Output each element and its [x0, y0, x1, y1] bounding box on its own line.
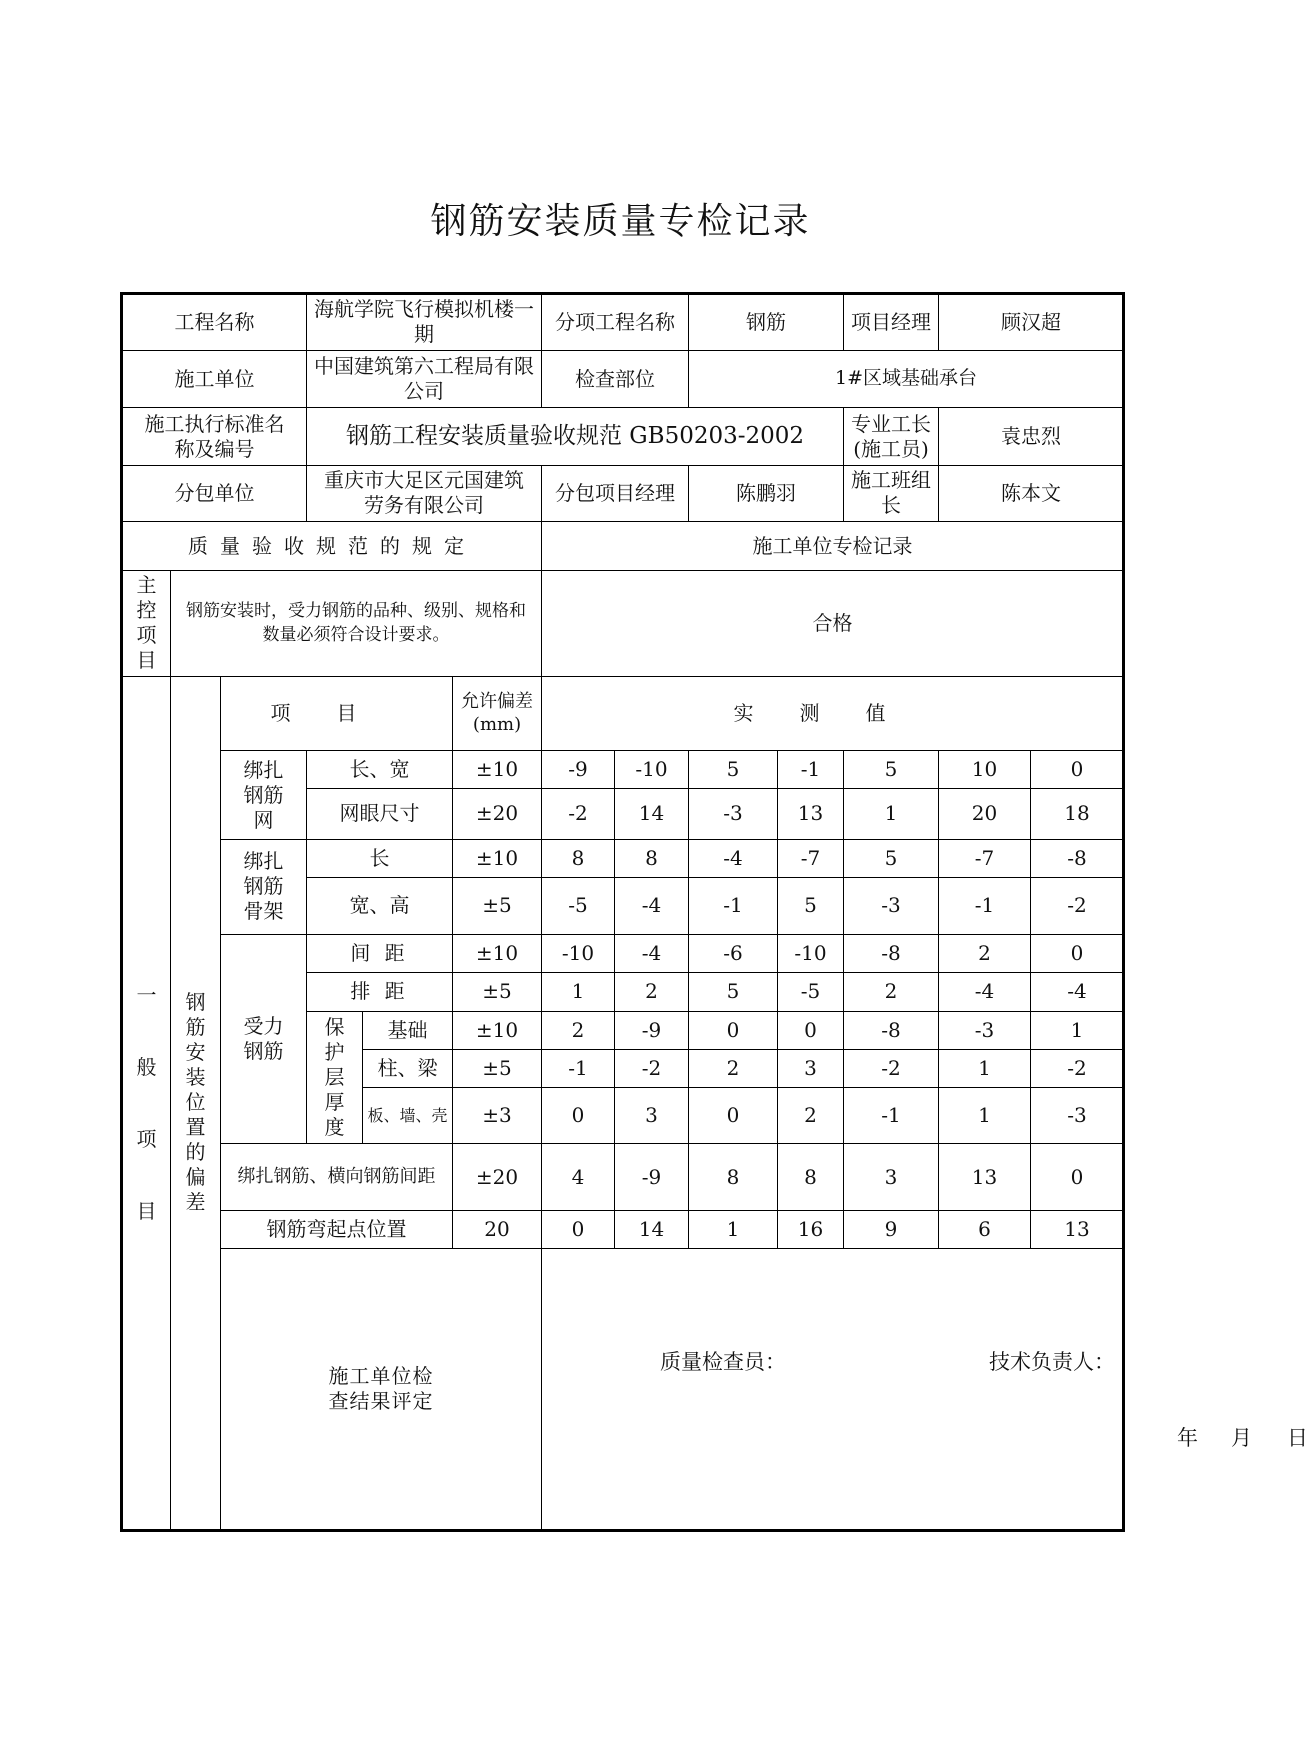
measured-cell: 13: [939, 1144, 1031, 1211]
measured-cell: -9: [615, 1011, 689, 1049]
inspection-form: [120, 292, 1308, 1532]
measured-cell: -8: [844, 1011, 939, 1049]
subcontractor-value: 重庆市大足区元国建筑劳务有限公司: [307, 466, 542, 522]
measured-cell: -4: [1031, 973, 1124, 1011]
measured-cell: 4: [542, 1144, 615, 1211]
measured-cell: -3: [939, 1011, 1031, 1049]
measured-cell: 0: [542, 1210, 615, 1248]
measured-cell: 2: [615, 973, 689, 1011]
measured-cell: 8: [778, 1144, 844, 1211]
measured-cell: 3: [844, 1144, 939, 1211]
measured-cell: -2: [844, 1050, 939, 1088]
measured-cell: -1: [689, 878, 778, 935]
table-row: [122, 839, 1124, 877]
row-tolerance: ±10: [453, 751, 542, 788]
measured-cell: -8: [844, 934, 939, 972]
measured-cell: 18: [1031, 788, 1124, 839]
measured-cell: 6: [939, 1210, 1031, 1248]
measured-cell: 14: [615, 788, 689, 839]
measured-cell: -10: [542, 934, 615, 972]
page-title: 钢筋安装质量专检记录: [430, 201, 811, 242]
row-tolerance: ±5: [453, 878, 542, 935]
measured-cell: -4: [939, 973, 1031, 1011]
group-cage-label: 绑扎钢筋骨架: [221, 839, 307, 934]
header-row-1: [122, 294, 1124, 351]
table-row: [122, 751, 1124, 788]
measured-cell: 5: [844, 839, 939, 877]
measured-header: 实测值: [542, 676, 1124, 751]
row-item: 钢筋弯起点位置: [221, 1210, 453, 1248]
measured-cell: 0: [689, 1088, 778, 1144]
measured-cell: -4: [615, 878, 689, 935]
row-item: 长: [307, 839, 453, 877]
measured-cell: 2: [778, 1088, 844, 1144]
inspect-part-label: 检查部位: [542, 350, 689, 408]
measured-cell: 13: [778, 788, 844, 839]
record-header: 施工单位专检记录: [542, 521, 1124, 571]
header-row-4: [122, 466, 1124, 522]
measured-cell: -3: [1031, 1088, 1124, 1144]
measured-cell: 0: [778, 1011, 844, 1049]
measured-cell: 14: [615, 1210, 689, 1248]
measured-cell: 1: [844, 788, 939, 839]
row-tolerance: ±10: [453, 934, 542, 972]
general-header-row: [122, 676, 1124, 751]
measured-cell: -1: [844, 1088, 939, 1144]
measured-cell: 1: [689, 1210, 778, 1248]
measured-cell: 0: [542, 1088, 615, 1144]
cover-thickness-label: 保护层厚度: [307, 1011, 363, 1144]
tech-lead-label: 技术负责人：: [989, 1350, 1116, 1375]
measured-cell: -6: [689, 934, 778, 972]
measured-cell: 2: [689, 1050, 778, 1088]
measured-cell: 3: [615, 1088, 689, 1144]
date-month: 月: [1231, 1426, 1253, 1451]
main-control-label: 主控项目: [122, 571, 171, 676]
row-item: 宽、高: [307, 878, 453, 935]
measured-cell: -1: [939, 878, 1031, 935]
measured-cell: 3: [778, 1050, 844, 1088]
project-name-label: 工程名称: [122, 294, 307, 351]
measured-cell: -5: [778, 973, 844, 1011]
row-item: 间 距: [307, 934, 453, 972]
header-row-2: [122, 350, 1124, 408]
project-name-value: 海航学院飞行模拟机楼一期: [307, 294, 542, 351]
measured-cell: -4: [689, 839, 778, 877]
measured-cell: -1: [542, 1050, 615, 1088]
row-tolerance: ±5: [453, 1050, 542, 1088]
row-item: 柱、梁: [363, 1050, 453, 1088]
date-year: 年: [1177, 1426, 1199, 1451]
measured-cell: -4: [615, 934, 689, 972]
measured-cell: 0: [1031, 751, 1124, 788]
item-header: 项目: [221, 676, 453, 751]
measured-cell: 5: [689, 973, 778, 1011]
row-tolerance: 20: [453, 1210, 542, 1248]
measured-cell: -7: [939, 839, 1031, 877]
tolerance-header: 允许偏差(mm): [453, 676, 542, 751]
date-day: 日: [1287, 1426, 1308, 1451]
measured-cell: -1: [778, 751, 844, 788]
main-control-result: 合格: [542, 571, 1124, 676]
row-tolerance: ±10: [453, 1011, 542, 1049]
measured-cell: 16: [778, 1210, 844, 1248]
measured-cell: 2: [939, 934, 1031, 972]
foreman-label: 专业工长(施工员): [844, 408, 939, 466]
measured-cell: 1: [939, 1088, 1031, 1144]
row-item: 绑扎钢筋、横向钢筋间距: [221, 1144, 453, 1211]
header-row-3: [122, 408, 1124, 466]
sub-manager-label: 分包项目经理: [542, 466, 689, 522]
measured-cell: -7: [778, 839, 844, 877]
row-tolerance: ±3: [453, 1088, 542, 1144]
evaluation-signature-area: [542, 1249, 1308, 1531]
sub-manager-value: 陈鹏羽: [689, 466, 844, 522]
group-mesh-label: 绑扎钢筋网: [221, 751, 307, 839]
foreman-value: 袁忠烈: [939, 408, 1124, 466]
contractor-label: 施工单位: [122, 350, 307, 408]
measured-cell: 0: [1031, 1144, 1124, 1211]
measured-cell: 1: [939, 1050, 1031, 1088]
measured-cell: -9: [615, 1144, 689, 1211]
measured-cell: 1: [1031, 1011, 1124, 1049]
measured-cell: -2: [1031, 878, 1124, 935]
position-label: 钢筋安装位置的偏差: [171, 676, 221, 1530]
sub-project-label: 分项工程名称: [542, 294, 689, 351]
row-item: 网眼尺寸: [307, 788, 453, 839]
measured-cell: 20: [939, 788, 1031, 839]
measured-cell: -2: [542, 788, 615, 839]
row-item: 排 距: [307, 973, 453, 1011]
measured-cell: -5: [542, 878, 615, 935]
table-row: [122, 1210, 1124, 1248]
measured-cell: 0: [689, 1011, 778, 1049]
measured-cell: 8: [615, 839, 689, 877]
measured-cell: 9: [844, 1210, 939, 1248]
subcontractor-label: 分包单位: [122, 466, 307, 522]
measured-cell: -3: [689, 788, 778, 839]
measured-cell: -2: [1031, 1050, 1124, 1088]
measured-cell: 8: [542, 839, 615, 877]
table-row: [122, 934, 1124, 972]
measured-cell: 5: [778, 878, 844, 935]
measured-cell: 8: [689, 1144, 778, 1211]
evaluation-row: [122, 1249, 1124, 1531]
row-tolerance: ±20: [453, 788, 542, 839]
row-item: 板、墙、壳: [363, 1088, 453, 1144]
row-item: 基础: [363, 1011, 453, 1049]
team-leader-value: 陈本文: [939, 466, 1124, 522]
contractor-value: 中国建筑第六工程局有限公司: [307, 350, 542, 408]
table-row: [122, 1144, 1124, 1211]
evaluation-label: 施工单位检查结果评定: [221, 1249, 542, 1531]
standard-label: 施工执行标准名称及编号: [122, 408, 307, 466]
inspect-part-value: 1#区域基础承台: [689, 350, 1124, 408]
main-control-text: 钢筋安装时，受力钢筋的品种、级别、规格和数量必须符合设计要求。: [171, 571, 542, 676]
measured-cell: -9: [542, 751, 615, 788]
main-control-row: [122, 571, 1124, 676]
measured-cell: 1: [542, 973, 615, 1011]
measured-cell: 5: [844, 751, 939, 788]
measured-cell: 5: [689, 751, 778, 788]
measured-cell: 13: [1031, 1210, 1124, 1248]
measured-cell: -10: [615, 751, 689, 788]
manager-label: 项目经理: [844, 294, 939, 351]
measured-cell: 10: [939, 751, 1031, 788]
sub-project-value: 钢筋: [689, 294, 844, 351]
row-tolerance: ±20: [453, 1144, 542, 1211]
inspector-label: 质量检查员：: [660, 1350, 787, 1375]
measured-cell: -8: [1031, 839, 1124, 877]
measured-cell: -10: [778, 934, 844, 972]
measured-cell: 0: [1031, 934, 1124, 972]
standard-value: 钢筋工程安装质量验收规范 GB50203-2002: [307, 408, 844, 466]
section-header-row: [122, 521, 1124, 571]
spec-header: 质量验收规范的规定: [122, 521, 542, 571]
measured-cell: -2: [615, 1050, 689, 1088]
row-tolerance: ±5: [453, 973, 542, 1011]
row-tolerance: ±10: [453, 839, 542, 877]
general-label: 一般项目: [122, 676, 171, 1530]
measured-cell: 2: [844, 973, 939, 1011]
group-stress-label: 受力钢筋: [221, 934, 307, 1143]
row-item: 长、宽: [307, 751, 453, 788]
measured-cell: 2: [542, 1011, 615, 1049]
team-leader-label: 施工班组长: [844, 466, 939, 522]
manager-value: 顾汉超: [939, 294, 1124, 351]
measured-cell: -3: [844, 878, 939, 935]
